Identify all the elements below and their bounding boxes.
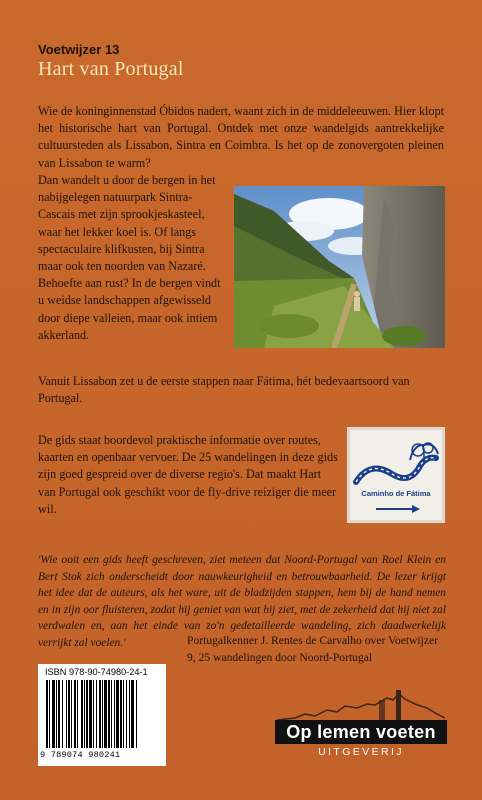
- quote-attribution: Portugalkenner J. Rentes de Carvalho over Voetwijzer 9, 25 wandelingen door Noord-Portugal: [187, 634, 439, 664]
- publisher-subtitle: UITGEVERIJ: [318, 746, 404, 758]
- sign-label: Caminho de Fátima: [361, 489, 431, 498]
- barcode-number: 9 789074 980241: [40, 750, 121, 760]
- isbn-text: ISBN 978-90-74980-24-1: [45, 667, 148, 677]
- caminho-de-fatima-sign: [347, 427, 445, 523]
- fatima-paragraph: Vanuit Lissabon zet u de eerste stappen naar Fátima, hét bedevaartsoord van Portugal.: [38, 374, 410, 406]
- landscape-photo-image: [234, 186, 445, 348]
- landscape-photo: [234, 186, 445, 348]
- series-label: Voetwijzer 13: [38, 42, 120, 57]
- guide-paragraph: De gids staat boordevol praktische informatie over routes, kaarten en openbaar vervoer. De 25 wandelingen in deze gids zijn goed gespreid over de diverse regio's. Dat maakt Hart van Portugal ook geschikt voor de fly-drive reiziger die meer wil.: [38, 433, 338, 516]
- publisher-name: Op lemen voeten: [275, 720, 447, 744]
- barcode-bars: [46, 680, 158, 748]
- pilgrim-path-icon: [350, 430, 442, 520]
- book-title: Hart van Portugal: [38, 58, 184, 80]
- isbn-barcode: [38, 664, 166, 766]
- arrow-right-icon: [412, 505, 420, 513]
- intro-paragraph: Wie de koninginnenstad Óbidos nadert, waant zich in de middeleeuwen. Hier klopt het historische hart van Portugal. Ontdek met onze wandelgids aantrekkelijke cultuursteden als Lissabon, Sintra en Coimbra. Is het op de zonovergoten pleinen van Lissabon te warm?: [38, 104, 444, 170]
- publisher-logo: [275, 690, 447, 764]
- review-quote: 'Wie ooit een gids heeft geschreven, ziet meteen dat Noord-Portugal van Roel Klein en Bert Stok zich onderscheidt door nauwkeurigheid en betrouwbaarheid. De lezer krijgt het idee dat de auteurs, als het ware, uit de bladzijden stappen, hem bij de hand nemen en in zijn oor fluisteren, zodat hij geniet van wat hij ziet, met de zekerheid dat hij niet zal verdwalen en, aan het einde van zo'n gedetailleerde wandeling, zich daadwerkelijk verrijkt zal voelen.': [38, 554, 446, 649]
- skyline-icon: [275, 690, 447, 722]
- column-paragraph: Dan wandelt u door de bergen in het nabijgelegen natuurpark Sintra-Cascais met zijn sprookjeskasteel, waar het lekker koel is. Of langs spectaculaire klifkusten, bij Sintra maar ook ten noorden van Nazaré. Behoefte aan rust? In de bergen vindt u weidse landschappen afgewisseld door diepe valleien, maar ook intiem akkerland.: [38, 173, 221, 342]
